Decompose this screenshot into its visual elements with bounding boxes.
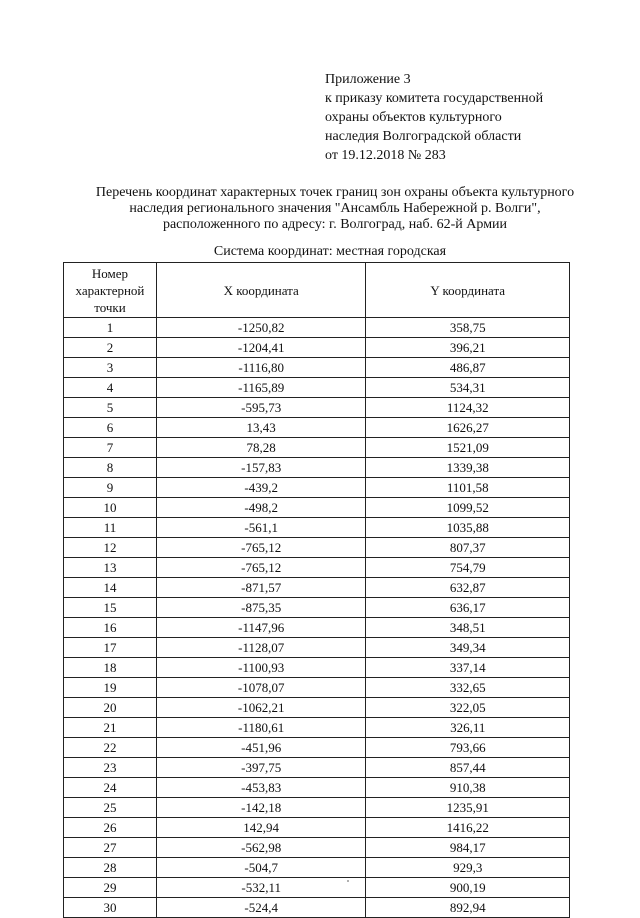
table-row (64, 858, 570, 878)
table-row (64, 778, 570, 798)
cell-y-coordinate: 396,21 (366, 338, 570, 358)
cell-x-coordinate: -765,12 (156, 558, 366, 578)
appendix-header (325, 70, 625, 165)
cell-x-coordinate: -1128,07 (156, 638, 366, 658)
cell-x-coordinate: -765,12 (156, 538, 366, 558)
cell-x-coordinate: -532,11 (156, 878, 366, 898)
cell-point-number: 5 (64, 398, 157, 418)
cell-point-number: 4 (64, 378, 157, 398)
table-row (64, 718, 570, 738)
cell-x-coordinate: -524,4 (156, 898, 366, 918)
cell-point-number: 12 (64, 538, 157, 558)
cell-x-coordinate: -562,98 (156, 838, 366, 858)
table-row (64, 698, 570, 718)
cell-point-number: 29 (64, 878, 157, 898)
cell-y-coordinate: 1416,22 (366, 818, 570, 838)
table-row (64, 378, 570, 398)
cell-point-number: 2 (64, 338, 157, 358)
cell-point-number: 22 (64, 738, 157, 758)
title-line: наследия регионального значения "Ансамбль Набережной р. Волги", (129, 201, 541, 216)
cell-y-coordinate: 534,31 (366, 378, 570, 398)
cell-x-coordinate: -397,75 (156, 758, 366, 778)
cell-x-coordinate: 142,94 (156, 818, 366, 838)
cell-point-number: 17 (64, 638, 157, 658)
cell-y-coordinate: 1626,27 (366, 418, 570, 438)
table-row (64, 358, 570, 378)
cell-y-coordinate: 337,14 (366, 658, 570, 678)
table-row (64, 638, 570, 658)
cell-y-coordinate: 857,44 (366, 758, 570, 778)
cell-point-number: 15 (64, 598, 157, 618)
cell-y-coordinate: 984,17 (366, 838, 570, 858)
table-row (64, 538, 570, 558)
table-row (64, 558, 570, 578)
cell-x-coordinate: -1250,82 (156, 318, 366, 338)
cell-y-coordinate: 754,79 (366, 558, 570, 578)
cell-y-coordinate: 358,75 (366, 318, 570, 338)
table-row (64, 598, 570, 618)
cell-x-coordinate: -451,96 (156, 738, 366, 758)
cell-point-number: 27 (64, 838, 157, 858)
coordinate-system-label: Система координат: местная городская (213, 244, 447, 259)
cell-x-coordinate: -498,2 (156, 498, 366, 518)
cell-y-coordinate: 348,51 (366, 618, 570, 638)
cell-point-number: 1 (64, 318, 157, 338)
cell-y-coordinate: 1035,88 (366, 518, 570, 538)
cell-x-coordinate: -875,35 (156, 598, 366, 618)
cell-y-coordinate: 1235,91 (366, 798, 570, 818)
table-row (64, 838, 570, 858)
cell-y-coordinate: 1099,52 (366, 498, 570, 518)
cell-y-coordinate: 636,17 (366, 598, 570, 618)
appendix-line: к приказу комитета государственной (325, 91, 544, 106)
scan-speck (347, 880, 349, 882)
table-row (64, 658, 570, 678)
cell-point-number: 10 (64, 498, 157, 518)
header-point-number (64, 263, 157, 318)
cell-x-coordinate: -1180,61 (156, 718, 366, 738)
table-row (64, 438, 570, 458)
cell-x-coordinate: -453,83 (156, 778, 366, 798)
table-row (64, 338, 570, 358)
cell-x-coordinate: -1116,80 (156, 358, 366, 378)
cell-x-coordinate: -871,57 (156, 578, 366, 598)
cell-point-number: 13 (64, 558, 157, 578)
table-row (64, 398, 570, 418)
header-y-coordinate: Y координата (366, 263, 570, 318)
cell-x-coordinate: -561,1 (156, 518, 366, 538)
cell-x-coordinate: -439,2 (156, 478, 366, 498)
header-number-line: характерной (75, 282, 145, 298)
appendix-line: наследия Волгоградской области (325, 129, 522, 144)
header-x-coordinate: X координата (156, 263, 366, 318)
cell-point-number: 26 (64, 818, 157, 838)
cell-point-number: 3 (64, 358, 157, 378)
cell-y-coordinate: 486,87 (366, 358, 570, 378)
cell-point-number: 20 (64, 698, 157, 718)
cell-point-number: 28 (64, 858, 157, 878)
cell-point-number: 14 (64, 578, 157, 598)
table-row (64, 758, 570, 778)
table-row (64, 498, 570, 518)
table-row (64, 678, 570, 698)
cell-y-coordinate: 1521,09 (366, 438, 570, 458)
cell-y-coordinate: 929,3 (366, 858, 570, 878)
cell-x-coordinate: -595,73 (156, 398, 366, 418)
table-row (64, 898, 570, 918)
cell-point-number: 9 (64, 478, 157, 498)
appendix-line: от 19.12.2018 № 283 (325, 148, 446, 163)
table-body (64, 318, 570, 918)
cell-y-coordinate: 332,65 (366, 678, 570, 698)
table-row (64, 878, 570, 898)
cell-point-number: 25 (64, 798, 157, 818)
table-row (64, 798, 570, 818)
title-line: расположенного по адресу: г. Волгоград, наб. 62-й Армии (162, 217, 508, 232)
table-row (64, 478, 570, 498)
cell-y-coordinate: 900,19 (366, 878, 570, 898)
cell-x-coordinate: -504,7 (156, 858, 366, 878)
title-line: Перечень координат характерных точек границ зон охраны объекта культурного (95, 185, 575, 200)
header-number-line: Номер (91, 265, 129, 281)
cell-y-coordinate: 322,05 (366, 698, 570, 718)
cell-x-coordinate: -1062,21 (156, 698, 366, 718)
cell-x-coordinate: -1100,93 (156, 658, 366, 678)
header-number-line: точки (94, 299, 126, 315)
cell-x-coordinate: 13,43 (156, 418, 366, 438)
cell-y-coordinate: 349,34 (366, 638, 570, 658)
table-row (64, 818, 570, 838)
cell-point-number: 6 (64, 418, 157, 438)
table-row (64, 458, 570, 478)
cell-y-coordinate: 793,66 (366, 738, 570, 758)
cell-y-coordinate: 632,87 (366, 578, 570, 598)
cell-point-number: 18 (64, 658, 157, 678)
cell-y-coordinate: 1339,38 (366, 458, 570, 478)
document-title (40, 185, 630, 233)
cell-point-number: 7 (64, 438, 157, 458)
cell-point-number: 30 (64, 898, 157, 918)
table-row (64, 418, 570, 438)
cell-x-coordinate: -1147,96 (156, 618, 366, 638)
cell-x-coordinate: -157,83 (156, 458, 366, 478)
cell-y-coordinate: 1124,32 (366, 398, 570, 418)
cell-point-number: 16 (64, 618, 157, 638)
cell-point-number: 11 (64, 518, 157, 538)
cell-x-coordinate: -1204,41 (156, 338, 366, 358)
cell-y-coordinate: 1101,58 (366, 478, 570, 498)
appendix-line: Приложение 3 (325, 72, 411, 87)
cell-y-coordinate: 892,94 (366, 898, 570, 918)
table-row (64, 518, 570, 538)
cell-x-coordinate: -1165,89 (156, 378, 366, 398)
cell-point-number: 23 (64, 758, 157, 778)
cell-x-coordinate: 78,28 (156, 438, 366, 458)
cell-point-number: 24 (64, 778, 157, 798)
table-row (64, 738, 570, 758)
table-row (64, 618, 570, 638)
cell-point-number: 21 (64, 718, 157, 738)
table-row (64, 318, 570, 338)
appendix-line: охраны объектов культурного (325, 110, 502, 125)
cell-point-number: 19 (64, 678, 157, 698)
table-row (64, 578, 570, 598)
cell-x-coordinate: -142,18 (156, 798, 366, 818)
cell-y-coordinate: 807,37 (366, 538, 570, 558)
cell-x-coordinate: -1078,07 (156, 678, 366, 698)
cell-y-coordinate: 910,38 (366, 778, 570, 798)
table-header-row (64, 263, 570, 318)
coordinates-table (63, 262, 570, 918)
cell-point-number: 8 (64, 458, 157, 478)
cell-y-coordinate: 326,11 (366, 718, 570, 738)
